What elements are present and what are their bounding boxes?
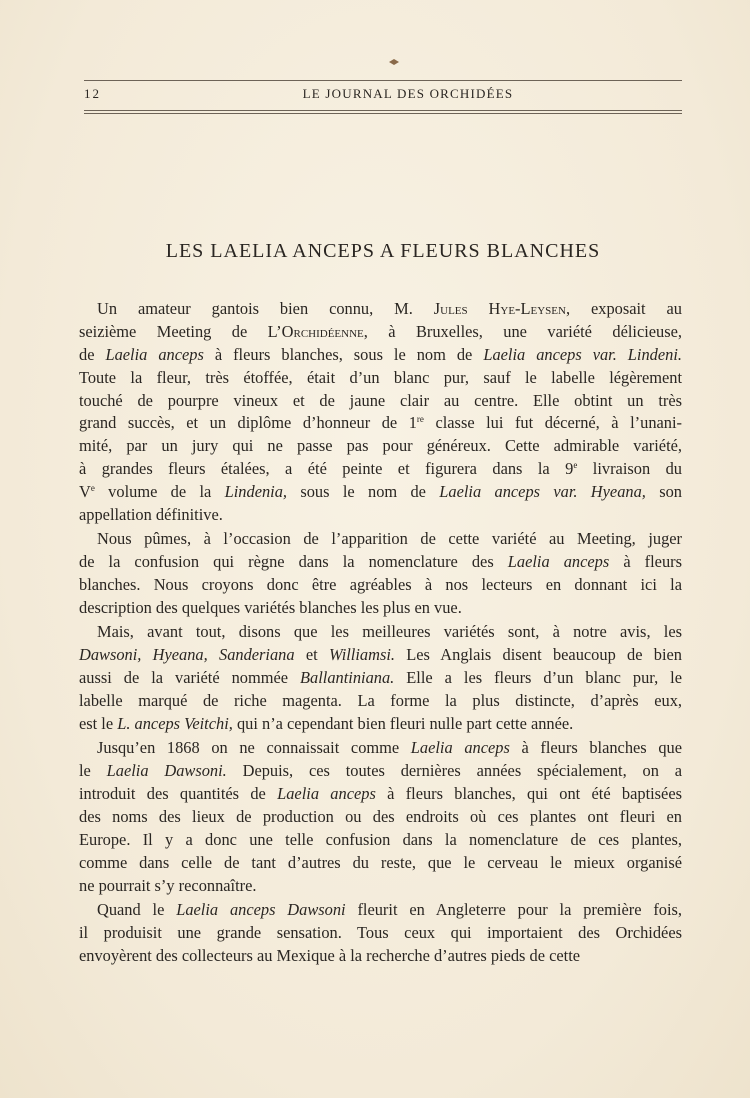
text-span: à fleurs blanches, sous le nom de [203,344,484,364]
article-body [79,298,682,968]
text-span: e [573,460,578,471]
text-span: Lindenia, [224,482,288,502]
header-ornament-icon [388,58,400,66]
text-span: Laelia anceps Dawsoni [176,900,346,920]
text-span: il produisit une grande sensation. Tous ceux qui importaient des Orchidées [79,923,682,943]
text-span: à fleurs [609,552,682,572]
paragraph [79,737,682,897]
text-span: aussi de la variété nommée [79,668,301,688]
text-line [79,852,682,875]
text-span: Dawsoni, Hyeana, Sanderiana [79,645,295,665]
text-line [79,574,682,597]
text-span: volume de la [94,482,225,502]
text-line [79,621,682,644]
text-span: ne pourrait s’y reconnaître. [79,875,257,895]
text-span: description des quelques variétés blanches les plus en vue. [79,598,462,618]
text-span: Les Anglais disent beaucoup de bien [394,645,682,665]
header-rule-top [84,80,682,81]
text-span: L. anceps Veitchi, [117,714,233,734]
text-span: Laelia anceps [105,344,204,364]
text-span: le [79,761,107,781]
text-span: est le [79,714,118,734]
text-span: livraison du [577,459,682,479]
text-line [79,458,682,481]
text-span: Jules Hye-Leysen [433,299,566,318]
text-span: à grandes fleurs étalées, a été peinte et figurera dans la 9 [79,459,574,479]
text-span: Europe. Il y a donc une telle confusion dans la nomenclature de ces plantes, [79,829,682,849]
text-span: sous le nom de [287,482,440,502]
paragraph [79,528,682,620]
text-span: touché de pourpre vineux et de jaune clair au centre. Elle obtint un très [79,390,682,410]
article-title: LES LAELIA ANCEPS A FLEURS BLANCHES [165,240,601,262]
text-span: Mais, avant tout, disons que les meilleures variétés sont, à notre avis, les [97,622,682,642]
text-span: Toute la fleur, très étoffée, était d’un blanc pur, sauf le labelle légèrement [79,367,682,387]
text-span: mité, par un jury qui ne passe pas pour généreux. Cette admirable variété, [79,436,682,456]
text-span: Orchidéenne [281,321,364,341]
text-line [79,945,682,968]
header-rule-bottom [84,110,682,111]
text-span: Un amateur gantois bien connu, M. [97,299,434,318]
text-span: de [79,344,106,364]
text-line [79,829,682,852]
text-span: Jusqu’en 1868 on ne connaissait comme [97,738,411,758]
text-span: envoyèrent des collecteurs au Mexique à la recherche d’autres pieds de cette [79,945,581,965]
text-span: Ballantiniana. [300,668,395,688]
text-span: , à Bruxelles, une variété délicieuse, [363,321,682,341]
text-line [79,690,682,713]
text-span: Laelia anceps var. Hyeana, [439,482,646,502]
text-span: qui n’a cependant bien fleuri nulle part cette année. [232,714,574,734]
text-line [79,737,682,760]
text-span: appellation définitive. [79,505,223,525]
text-line [79,321,682,344]
text-line [79,481,682,504]
text-span: classe lui fut décerné, à l’unani- [423,413,682,433]
text-span: seizième Meeting de L’ [79,321,282,341]
text-line [79,922,682,945]
text-span: son [645,482,682,502]
text-span: fleurit en Angleterre pour la première fois, [345,900,682,920]
paragraph [79,899,682,968]
text-span: re [416,414,424,425]
text-span: V [79,482,91,502]
text-span: grand succès, et un diplôme d’honneur de 1 [79,413,417,433]
text-span: labelle marqué de riche magenta. La forme la plus distincte, d’après eux, [79,691,682,711]
text-span: Laelia anceps [277,784,376,804]
text-line [79,390,682,413]
text-span: Depuis, ces toutes dernières années spécialement, on a [226,761,683,781]
text-line [79,298,682,321]
text-span: Laelia anceps [410,738,510,758]
text-line [79,783,682,806]
text-line [79,504,682,527]
text-span: e [90,483,95,494]
text-span: blanches. Nous croyons donc être agréables à nos lecteurs en donnant ici la [79,575,682,595]
text-line [79,875,682,898]
text-span: des noms des lieux de production ou des endroits où ces plantes ont fleuri en [79,807,682,827]
text-span: Laelia anceps var. Lindeni. [483,344,682,364]
journal-title: LE JOURNAL DES ORCHIDÉES [302,86,514,101]
text-span: Williamsi. [328,645,395,665]
text-span: de la confusion qui règne dans la nomenclature des [79,552,508,572]
text-line [79,806,682,829]
text-line [79,435,682,458]
text-line [79,367,682,390]
running-head [84,86,682,106]
text-span: introduit des quantités de [79,784,278,804]
text-span: , exposait au [565,299,683,318]
text-line [79,644,682,667]
paragraph [79,298,682,527]
text-span: et [294,645,329,665]
text-line [79,760,682,783]
paragraph [79,621,682,735]
text-span: Elle a les fleurs d’un blanc pur, le [394,668,683,688]
text-line [79,899,682,922]
text-line [79,412,682,435]
text-span: Quand le [97,900,177,920]
text-line [79,344,682,367]
text-line [79,528,682,551]
header-rule-bottom-double [84,113,682,114]
text-line [79,597,682,620]
text-span: Nous pûmes, à l’occasion de l’apparition de cette variété au Meeting, juger [97,529,682,549]
page-number: 12 [84,86,101,101]
text-line [79,713,682,736]
text-span: à fleurs blanches, qui ont été baptisées [375,784,682,804]
text-span: Laelia anceps [507,552,610,572]
text-span: comme dans celle de tant d’autres du reste, que le cerveau le mieux organisé [79,852,682,872]
text-span: à fleurs blanches que [509,738,682,758]
text-span: Laelia Dawsoni. [106,761,227,781]
text-line [79,551,682,574]
text-line [79,667,682,690]
